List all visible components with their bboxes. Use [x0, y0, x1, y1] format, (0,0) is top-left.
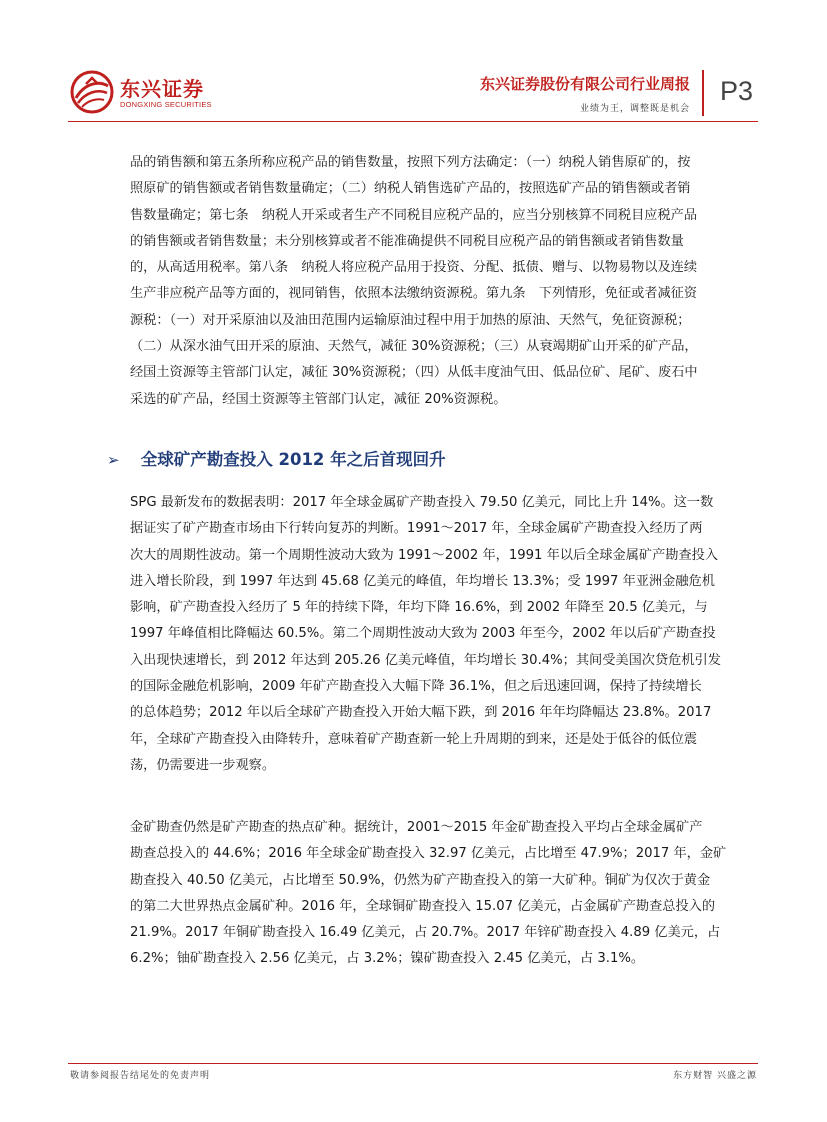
- text-line: （二）从深水油气田开采的原油、天然气，减征 30%资源税；（三）从衰竭期矿山开采的矿产品，: [130, 339, 698, 355]
- paragraph-resource-tax: [130, 150, 760, 413]
- text-line: 6.2%；铀矿勘查投入 2.56 亿美元，占 3.2%；镍矿勘查投入 2.45 亿美元，占 3.1%。: [130, 951, 645, 967]
- text-line: 的总体趋势；2012 年以后全球矿产勘查投入开始大幅下跌，到 2016 年年均降幅达 23.8%。2017: [130, 705, 712, 721]
- text-line: 勘查总投入的 44.6%；2016 年全球金矿勘查投入 32.97 亿美元，占比增至 47.9%；2017 年，金矿: [130, 846, 727, 862]
- text-line: 生产非应税产品等方面的，视同销售，依照本法缴纳资源税。第九条 下列情形，免征或者减征资: [130, 286, 698, 302]
- text-line: 次大的周期性波动。第一个周期性波动大致为 1991～2002 年，1991 年以后全球金属矿产勘查投入: [130, 547, 719, 563]
- page-header: [0, 0, 827, 130]
- paragraph-gold-exploration: [130, 815, 760, 973]
- header-divider: [702, 70, 704, 116]
- paragraph-exploration-spending: [130, 490, 760, 779]
- arrow-bullet-icon: ➢: [107, 451, 120, 469]
- report-title: 东兴证券股份有限公司行业周报: [479, 75, 690, 93]
- header-rule: [68, 121, 758, 122]
- footer-rule: [68, 1063, 758, 1064]
- text-line: 荡，仍需要进一步观察。: [130, 757, 276, 773]
- text-line: 影响，矿产勘查投入经历了 5 年的持续下降，年均下降 16.6%，到 2002 年降至 20.5 亿美元，与: [130, 600, 708, 616]
- text-line: 的国际金融危机影响，2009 年矿产勘查投入大幅下降 36.1%，但之后迅速回调，保持了持续增长: [130, 679, 702, 695]
- section-heading: [107, 446, 767, 474]
- text-line: 据证实了矿产勘查市场由下行转向复苏的判断。1991～2017 年，全球金属矿产勘查投入经历了两: [130, 521, 703, 537]
- text-line: 进入增长阶段，到 1997 年达到 45.68 亿美元的峰值，年均增长 13.3%；受 1997 年亚洲金融危机: [130, 573, 715, 589]
- text-line: 的，从高适用税率。第八条 纳税人将应税产品用于投资、分配、抵债、赠与、以物易物以及连续: [130, 260, 698, 276]
- text-line: 品的销售额和第五条所称应税产品的销售数量，按照下列方法确定：（一）纳税人销售原矿的，按: [130, 155, 691, 170]
- logo-text-cn: 东兴证券: [120, 77, 204, 101]
- text-line: 勘查投入 40.50 亿美元，占比增至 50.9%，仍然为矿产勘查投入的第一大矿种。铜矿为仅次于黄金: [130, 872, 711, 888]
- company-logo: [70, 70, 210, 114]
- text-line: 年，全球矿产勘查投入由降转升，意味着矿产勘查新一轮上升周期的到来，还是处于低谷的低位震: [130, 731, 698, 747]
- text-line: 源税：（一）对开采原油以及油田范围内运输原油过程中用于加热的原油、天然气，免征资源税；: [130, 312, 691, 328]
- report-tagline: 业绩为王，调整既是机会: [579, 104, 690, 114]
- text-line: 售数量确定；第七条 纳税人开采或者生产不同税目应税产品的，应当分别核算不同税目应税产品: [130, 207, 698, 223]
- text-line: 的销售额或者销售数量；未分别核算或者不能准确提供不同税目应税产品的销售额或者销售数量: [130, 233, 684, 249]
- text-line: 经国土资源等主管部门认定，减征 30%资源税；（四）从低丰度油气田、低品位矿、尾矿、废石中: [130, 365, 698, 381]
- text-line: 金矿勘查仍然是矿产勘查的热点矿种。据统计，2001～2015 年金矿勘查投入平均占全球金属矿产: [130, 820, 703, 835]
- page-number: P3: [720, 76, 754, 106]
- footer-disclaimer: 敬请参阅报告结尾处的免责声明: [70, 1071, 211, 1081]
- text-line: 入出现快速增长，到 2012 年达到 205.26 亿美元峰值，年均增长 30.4%；其间受美国次贷危机引发: [130, 652, 721, 668]
- logo-mark-icon: [70, 70, 114, 114]
- text-line: 1997 年峰值相比降幅达 60.5%。第二个周期性波动大致为 2003 年至今，2002 年以后矿产勘查投: [130, 626, 716, 642]
- footer-slogan: 东方财智 兴盛之源: [673, 1071, 757, 1081]
- section-heading-text: 全球矿产勘查投入 2012 年之后首现回升: [140, 450, 446, 469]
- text-line: 的第二大世界热点金属矿种。2016 年，全球铜矿勘查投入 15.07 亿美元，占金属矿产勘查总投入的: [130, 898, 716, 914]
- text-line: 照原矿的销售额或者销售数量确定；（二）纳税人销售选矿产品的，按照选矿产品的销售额或者销: [130, 181, 691, 197]
- text-line: 21.9%。2017 年铜矿勘查投入 16.49 亿美元，占 20.7%。2017 年锌矿勘查投入 4.89 亿美元，占: [130, 925, 721, 941]
- logo-text-en: DONGXING SECURITIES: [120, 100, 212, 109]
- text-line: 采选的矿产品，经国土资源等主管部门认定，减征 20%资源税。: [130, 391, 507, 407]
- text-line: SPG 最新发布的数据表明：2017 年全球金属矿产勘查投入 79.50 亿美元，同比上升 14%。这一数: [130, 495, 714, 510]
